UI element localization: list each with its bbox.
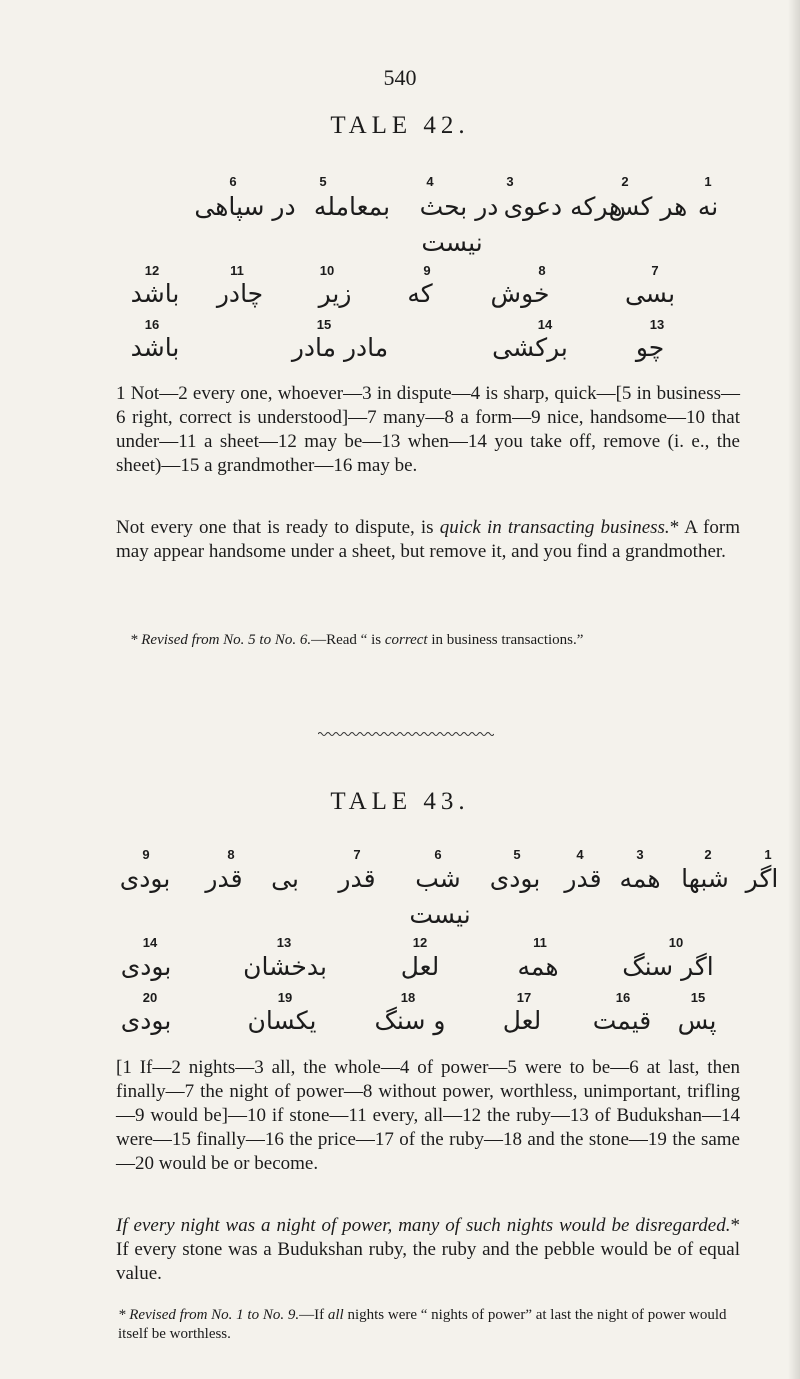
word-number: 3 [506, 174, 514, 189]
tale-43-line4-numbers [0, 990, 800, 1006]
persian-word: خوش [490, 279, 550, 308]
word-number: 14 [537, 317, 553, 332]
persian-word: هرکه دعوی [503, 192, 623, 221]
tale-42-persian-line1 [0, 192, 800, 226]
word-number: 15 [690, 990, 706, 1005]
tale-42-persian-line2 [0, 228, 800, 262]
persian-word: بدخشان [243, 952, 327, 981]
word-number: 12 [144, 263, 160, 278]
persian-word: همه [619, 864, 661, 893]
persian-word: بسی [624, 279, 676, 308]
tale-43-line3-numbers [0, 935, 800, 951]
word-number: 17 [516, 990, 532, 1005]
persian-word: شبها [681, 864, 729, 893]
footnote-text: nights were “ nights of power” at last the night of power would itself be worthless. [118, 1307, 727, 1342]
word-number: 5 [513, 847, 521, 862]
persian-word: نیست [421, 228, 483, 257]
tale-43-persian-line1 [0, 864, 800, 898]
tale-42-title: TALE 42. [330, 112, 470, 139]
tale-42-footnote [130, 631, 754, 650]
word-number: 9 [423, 263, 431, 278]
persian-word: بودی [120, 952, 172, 981]
page-edge-shadow [788, 0, 800, 1379]
footnote-emphasis: * Revised from No. 1 to No. 9. [118, 1307, 300, 1323]
persian-word: بودی [119, 864, 171, 893]
word-number: 12 [412, 935, 428, 950]
tale-43-line1-numbers [0, 847, 800, 863]
persian-word: همه [517, 952, 559, 981]
word-number: 19 [277, 990, 293, 1005]
word-number: 4 [426, 174, 434, 189]
persian-word: بودی [120, 1006, 172, 1035]
word-number: 6 [229, 174, 237, 189]
tale-43-glossary: [1 If—2 nights—3 all, the whole—4 of power—5 were to be—6 at last, then finally—7 the night of power—8 without power, worthless, unimportant, trifling—9 would be]—10 if stone—11 every, all—12 the ruby—13 of Budukshan—14 were—15 finally—16 the price—17 of the ruby—18 and the stone—19 the same—20 would be or become. [116, 1057, 740, 1174]
persian-word: باشد [130, 279, 180, 308]
footnote-text: in business transactions.” [427, 632, 584, 648]
persian-word: برکشی [492, 333, 568, 362]
word-number: 16 [144, 317, 160, 332]
moral-text: Not every one that is ready to dispute, is [116, 517, 440, 538]
word-number: 8 [227, 847, 235, 862]
tale-43-moral [116, 1214, 740, 1286]
moral-emphasis: If every night was a night of power, many of such nights would be disregarded. [116, 1215, 731, 1236]
word-number: 2 [704, 847, 712, 862]
persian-word: شب [415, 864, 461, 893]
word-number: 7 [651, 263, 659, 278]
tale-43-persian-line4 [0, 1006, 800, 1040]
tale-42-line3-numbers [0, 263, 800, 279]
persian-word: بمعامله [313, 192, 391, 221]
persian-word: نیست [409, 900, 471, 929]
persian-word: قدر [205, 864, 243, 893]
persian-word: اگر [745, 864, 779, 893]
word-number: 10 [668, 935, 684, 950]
tale-42-glossary: 1 Not—2 every one, whoever—3 in dispute—4 is sharp, quick—[5 in business—6 right, correct is understood]—7 many—8 a form—9 nice, handsome—10 that under—11 a sheet—12 may be—13 when—14 you take off, remove (i. e., the sheet)—15 a grandmother—16 may be. [116, 383, 740, 476]
tale-42-moral [116, 516, 740, 564]
moral-text: * A form may appear handsome under a sheet, but remove it, and you find a grandmother. [116, 517, 740, 562]
persian-word: لعل [502, 1006, 542, 1035]
persian-word: چو [635, 333, 665, 362]
word-number: 6 [434, 847, 442, 862]
persian-word: بی [271, 864, 299, 893]
word-number: 8 [538, 263, 546, 278]
word-number: 2 [621, 174, 629, 189]
word-number: 13 [649, 317, 665, 332]
persian-word: که [407, 279, 433, 308]
word-number: 4 [576, 847, 584, 862]
moral-emphasis: quick in transacting business. [439, 517, 670, 538]
tale-43-footnote [118, 1306, 742, 1344]
footnote-emphasis: * Revised from No. 5 to No. 6. [130, 632, 312, 648]
word-number: 13 [276, 935, 292, 950]
footnote-text: —If [299, 1307, 328, 1323]
persian-word: نه [697, 192, 719, 221]
word-number: 14 [142, 935, 158, 950]
word-number: 5 [319, 174, 327, 189]
tale-42-line1-numbers [0, 174, 800, 190]
persian-word: یکسان [247, 1006, 317, 1035]
persian-word: اگر سنگ [622, 952, 714, 981]
footnote-emphasis: correct [384, 632, 428, 648]
persian-word: چادر [216, 279, 264, 308]
word-number: 11 [533, 935, 547, 950]
word-number: 9 [142, 847, 150, 862]
word-number: 18 [400, 990, 416, 1005]
tale-42-line4-numbers [0, 317, 800, 333]
word-number: 7 [353, 847, 361, 862]
tale-42-persian-line4 [0, 333, 800, 367]
word-number: 16 [615, 990, 631, 1005]
tale-43-persian-line2 [0, 900, 800, 934]
footnote-text: —Read “ is [311, 632, 385, 648]
persian-word: زیر [318, 279, 352, 308]
moral-text: * If every stone was a Budukshan ruby, the ruby and the pebble would be of equal value. [116, 1215, 740, 1284]
persian-word: هر کس [608, 192, 688, 221]
persian-word: و سنگ [374, 1006, 446, 1035]
persian-word: قیمت [592, 1006, 652, 1035]
persian-word: بودی [489, 864, 541, 893]
word-number: 11 [230, 263, 244, 278]
persian-word: قدر [564, 864, 602, 893]
footnote-emphasis: all [327, 1307, 344, 1323]
persian-word: قدر [338, 864, 376, 893]
word-number: 10 [319, 263, 335, 278]
word-number: 1 [764, 847, 772, 862]
persian-word: لعل [400, 952, 440, 981]
word-number: 20 [142, 990, 158, 1005]
tale-42-persian-line3 [0, 279, 800, 313]
page-number: 540 [383, 65, 417, 90]
wavy-divider [318, 730, 494, 738]
word-number: 3 [636, 847, 644, 862]
tale-43-title: TALE 43. [330, 788, 470, 815]
persian-word: در سپاهی [194, 192, 296, 221]
persian-word: در بحث [419, 192, 499, 221]
word-number: 1 [704, 174, 712, 189]
persian-word: مادر مادر [291, 333, 389, 362]
word-number: 15 [316, 317, 332, 332]
tale-43-persian-line3 [0, 952, 800, 986]
persian-word: پس [677, 1006, 717, 1035]
persian-word: باشد [130, 333, 180, 362]
